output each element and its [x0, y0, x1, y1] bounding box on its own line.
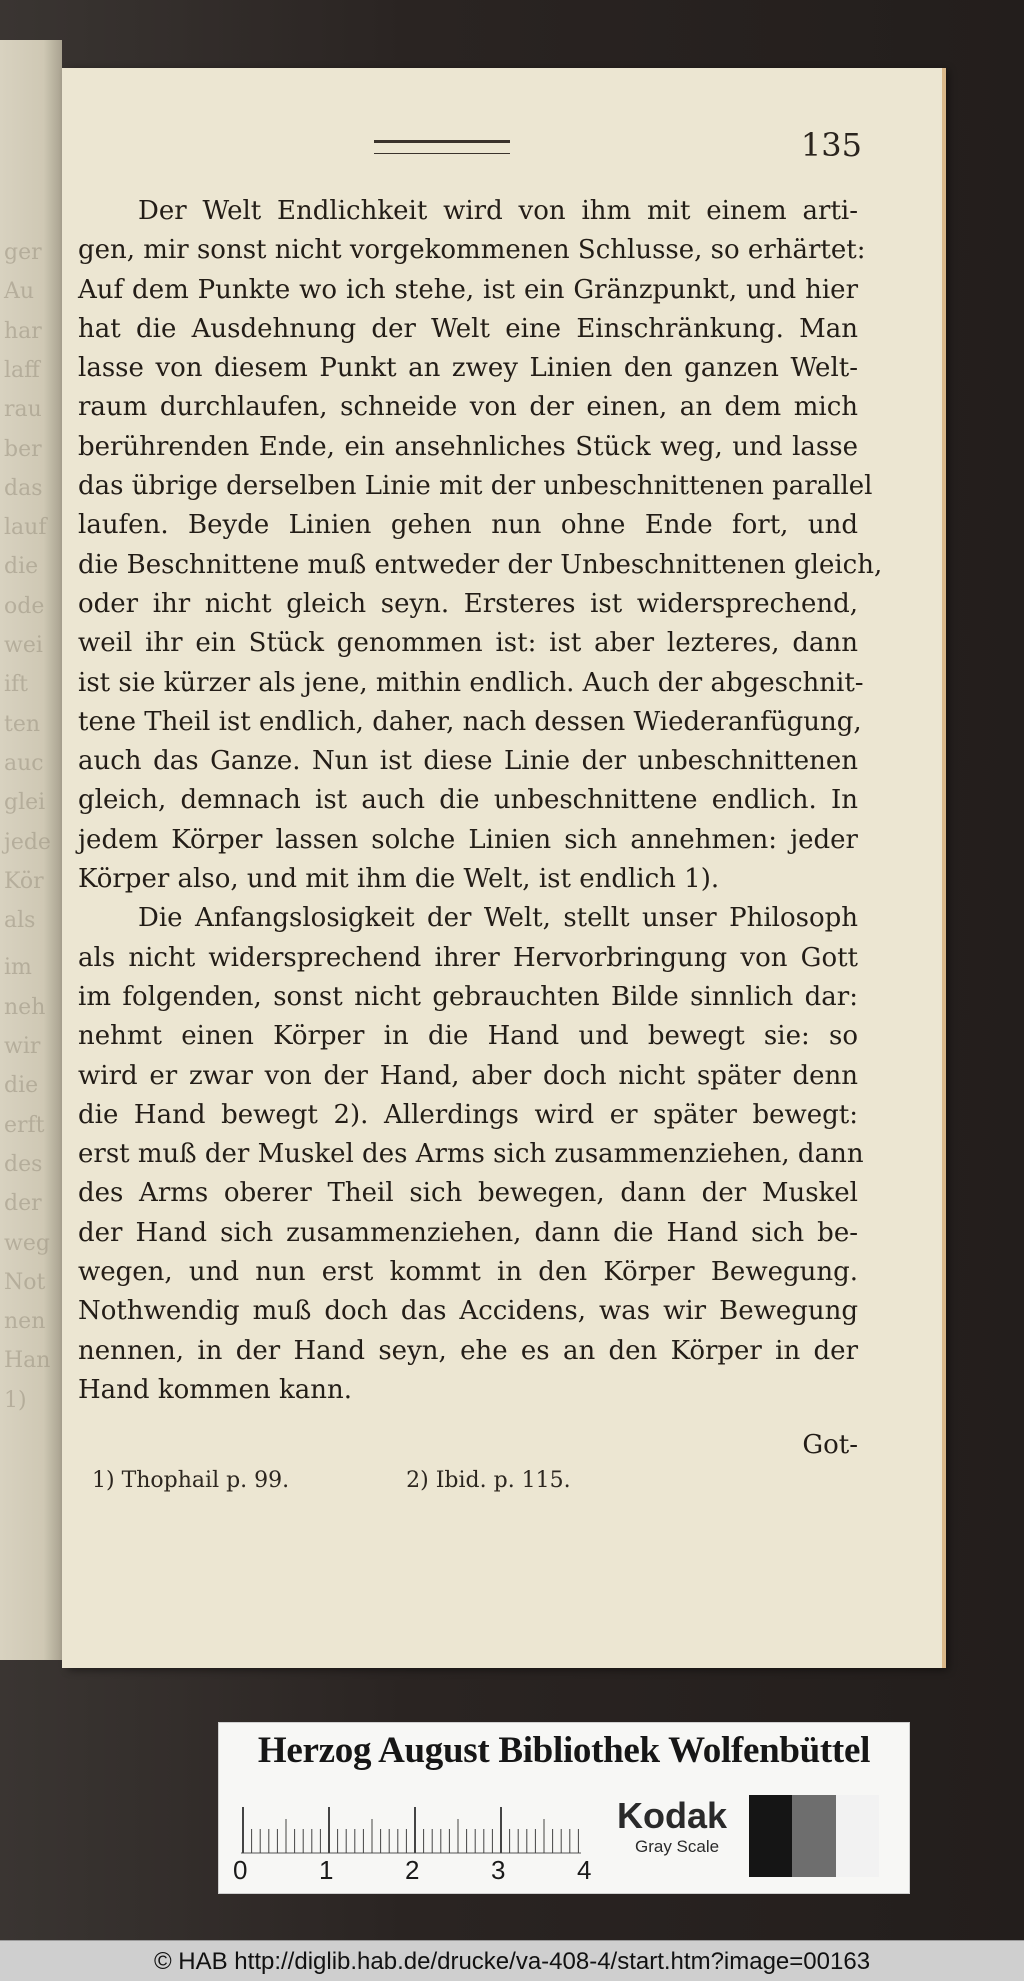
facing-page-fragment: erft: [4, 1112, 45, 1138]
text-line: lasse von diesem Punkt an zwey Linien den ganzen Welt-: [78, 353, 858, 384]
facing-page-fragment: ift: [4, 672, 29, 698]
text-line: berührenden Ende, ein ansehnliches Stück weg, und lasse: [78, 431, 858, 462]
ruler-label: 1: [319, 1855, 334, 1885]
header-rule: [374, 140, 510, 154]
ruler-labels: [233, 1855, 593, 1885]
text-line: die Beschnittene muß entweder der Unbeschnittenen gleich,: [78, 549, 883, 580]
text-line: nehmt einen Körper in die Hand und bewegt sie: so: [78, 1021, 858, 1052]
text-line: nennen, in der Hand seyn, ehe es an den Körper in der: [78, 1335, 858, 1366]
facing-page-fragment: lauf: [4, 515, 47, 541]
facing-page-fragment: Au: [4, 279, 35, 305]
text-line: der Hand sich zusammenziehen, dann die Hand sich be-: [78, 1217, 858, 1248]
text-line: erst muß der Muskel des Arms sich zusammenziehen, dann: [78, 1139, 864, 1170]
facing-page-fragment: rau: [4, 397, 42, 423]
text-line: Nothwendig muß doch das Accidens, was wir Bewegung: [78, 1296, 858, 1327]
gray-patch: [749, 1795, 792, 1877]
facing-page-fragment: das: [4, 475, 43, 501]
facing-page-fragment: 1): [4, 1387, 27, 1413]
facing-page-fragment: die: [4, 1073, 39, 1099]
text-line: Der Welt Endlichkeit wird von ihm mit einem arti-: [138, 196, 858, 226]
facing-page-fragment: des: [4, 1151, 43, 1177]
facing-page-fragment: Not: [4, 1269, 46, 1295]
facing-page-fragment: glei: [4, 790, 46, 816]
text-line: ist sie kürzer als jene, mithin endlich. Auch der abgeschnit-: [78, 667, 864, 698]
facing-page-fragment: im: [4, 955, 32, 981]
facing-page-fragment: nen: [4, 1309, 46, 1335]
footnotes: [92, 1468, 792, 1493]
copyright-link[interactable]: © HAB http://diglib.hab.de/drucke/va-408-4/start.htm?image=00163: [153, 1948, 871, 1975]
kodak-logo: Kodak: [617, 1795, 728, 1836]
gray-scale-label: Gray Scale: [635, 1837, 720, 1856]
facing-page-fragment: Han: [4, 1348, 51, 1374]
facing-page-fragment: auc: [4, 750, 44, 776]
page-body: [78, 192, 883, 1410]
catchword: Got-: [802, 1430, 858, 1460]
facing-page-fragment: der: [4, 1191, 42, 1217]
facing-page-fragment: wir: [4, 1034, 41, 1059]
facing-page-fragment: die: [4, 554, 39, 580]
facing-page-edge: [0, 40, 62, 1660]
ruler-label: 4: [577, 1855, 592, 1885]
facing-page-fragment: Kör: [4, 868, 44, 894]
facing-page-fragment: als: [4, 908, 36, 934]
facing-page-fragment: ber: [4, 436, 42, 462]
text-line: gleich, demnach ist auch die unbeschnittene endlich. In: [78, 785, 858, 816]
book-page: [62, 68, 942, 1668]
paragraph: [78, 192, 883, 899]
library-name: Herzog August Bibliothek Wolfenbüttel: [257, 1730, 871, 1771]
text-line: als nicht widersprechend ihrer Hervorbringung von Gott: [78, 942, 858, 973]
gray-patch: [836, 1795, 879, 1877]
gray-patches: [749, 1795, 879, 1877]
text-line: wird er zwar von der Hand, aber doch nicht später denn: [78, 1060, 858, 1091]
facing-page-fragment: ten: [4, 711, 41, 737]
text-line: die Hand bewegt 2). Allerdings wird er später bewegt:: [78, 1099, 858, 1130]
text-line: oder ihr nicht gleich seyn. Ersteres ist widersprechend,: [78, 588, 858, 619]
text-line: Die Anfangslosigkeit der Welt, stellt unser Philosoph: [138, 903, 858, 934]
footnote-1: 1) Thophail p. 99.: [92, 1468, 290, 1493]
page-number: 135: [800, 126, 862, 164]
facing-page-fragment: ger: [4, 240, 42, 265]
facing-page-fragment: ode: [4, 593, 45, 619]
text-line: auch das Ganze. Nun ist diese Linie der unbeschnittenen: [78, 746, 858, 777]
ruler-label: 3: [491, 1855, 506, 1885]
text-line: gen, mir sonst nicht vorgekommenen Schlusse, so erhärtet:: [78, 235, 866, 266]
facing-page-fragment: weg: [4, 1230, 50, 1256]
text-line: Körper also, und mit ihm die Welt, ist endlich 1).: [78, 864, 720, 895]
facing-page-fragment: har: [4, 318, 42, 344]
text-line: Hand kommen kann.: [78, 1374, 352, 1405]
text-line: im folgenden, sonst nicht gebrauchten Bilde sinnlich dar:: [78, 981, 858, 1012]
ruler-scale: [241, 1801, 581, 1861]
facing-page-fragment: wei: [4, 633, 43, 658]
text-line: Auf dem Punkte wo ich stehe, ist ein Gränzpunkt, und hier: [78, 274, 858, 305]
text-line: laufen. Beyde Linien gehen nun ohne Ende fort, und: [78, 510, 858, 541]
color-calibration-card: [218, 1722, 910, 1894]
gray-patch: [792, 1795, 835, 1877]
text-line: tene Theil ist endlich, daher, nach dessen Wiederanfügung,: [78, 706, 862, 737]
facing-page-fragment: neh: [4, 994, 46, 1020]
ruler-label: 0: [233, 1855, 248, 1885]
text-line: das übrige derselben Linie mit der unbeschnittenen parallel: [78, 471, 873, 502]
text-line: hat die Ausdehnung der Welt eine Einschränkung. Man: [78, 313, 858, 344]
footer-bar: [0, 1940, 1024, 1981]
text-line: jedem Körper lassen solche Linien sich annehmen: jeder: [78, 824, 858, 855]
text-line: raum durchlaufen, schneide von der einen, an dem mich: [78, 392, 858, 423]
facing-page-fragment: jede: [4, 829, 51, 855]
text-line: wegen, und nun erst kommt in den Körper Bewegung.: [78, 1257, 858, 1288]
text-line: weil ihr ein Stück genommen ist: ist aber lezteres, dann: [78, 628, 858, 659]
facing-page-fragment: laff: [4, 357, 40, 383]
text-line: des Arms oberer Theil sich bewegen, dann der Muskel: [78, 1178, 858, 1209]
paragraph: [78, 899, 864, 1410]
footnote-2: 2) Ibid. p. 115.: [406, 1468, 571, 1493]
ruler-label: 2: [405, 1855, 420, 1885]
